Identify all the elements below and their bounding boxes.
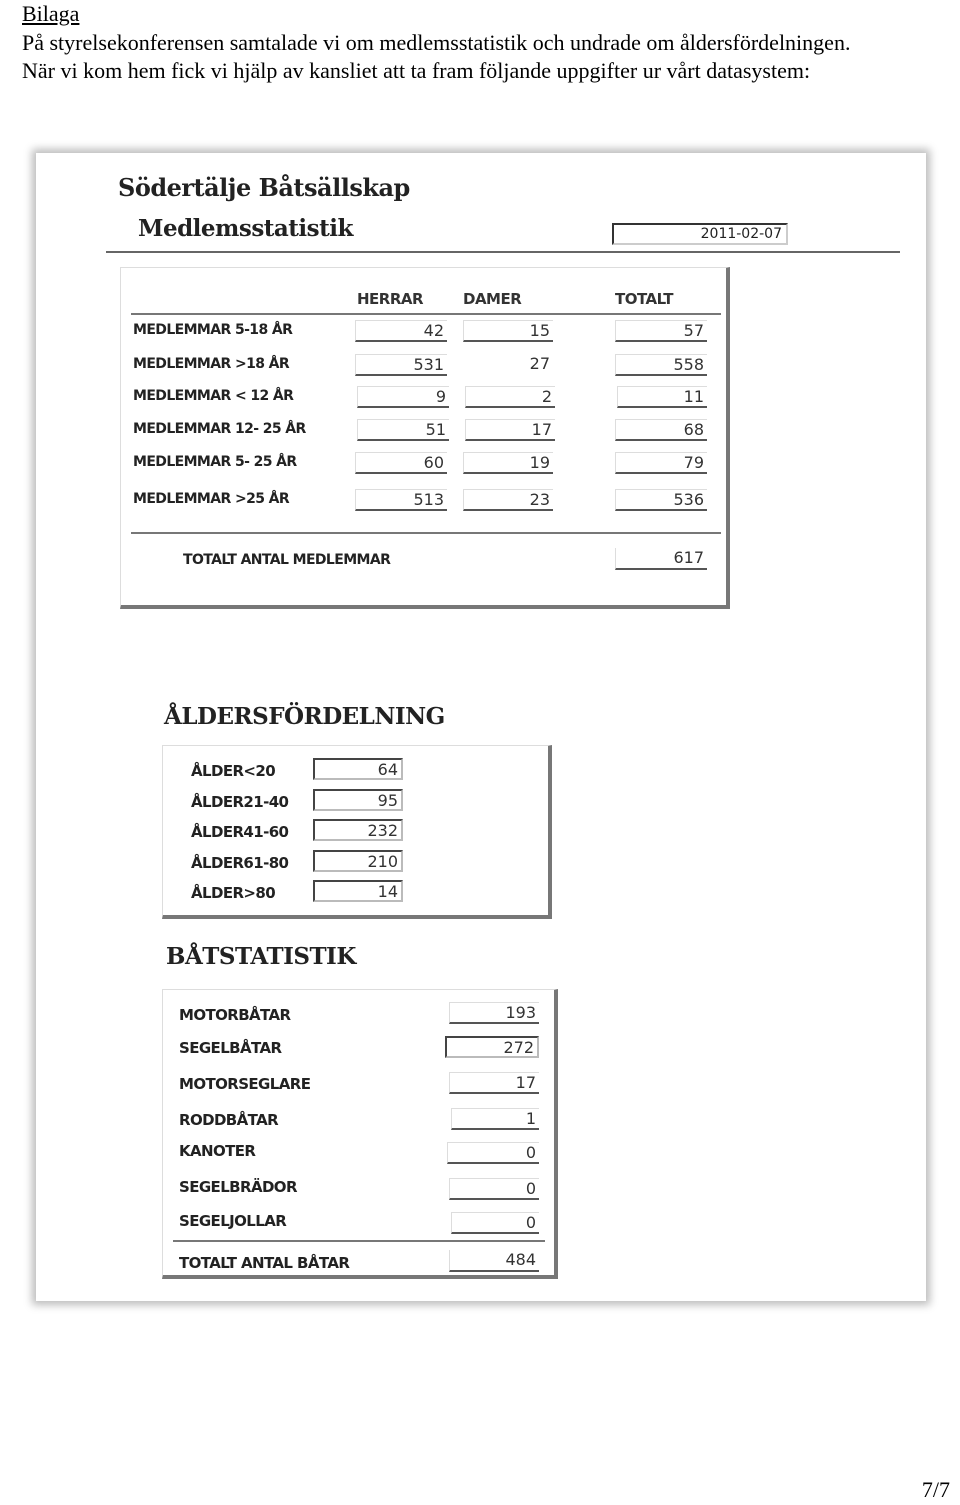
boat-value: 193: [449, 1002, 539, 1024]
members-panel: [120, 267, 730, 609]
age-value: 232: [313, 819, 403, 841]
age-value: 95: [313, 789, 403, 811]
header-divider: [131, 313, 721, 315]
total-members-value: 617: [615, 548, 707, 570]
total-boats-label: TOTALT ANTAL BÅTAR: [179, 1254, 350, 1272]
age-label: ÅLDER21-40: [191, 793, 289, 811]
total-members-label: TOTALT ANTAL MEDLEMMAR: [183, 552, 391, 568]
herrar-value: 9: [357, 386, 449, 408]
herrar-value: 51: [357, 419, 449, 441]
intro-line-2: När vi kom hem fick vi hjälp av kansliet att ta fram följande uppgifter ur vårt datasystem:: [22, 58, 811, 83]
age-value: 64: [313, 758, 403, 780]
age-panel: [162, 745, 552, 919]
row-label: MEDLEMMAR 5-18 ÅR: [133, 322, 293, 338]
row-label: MEDLEMMAR >18 ÅR: [133, 356, 290, 372]
damer-value: 19: [463, 452, 553, 474]
boat-total-divider: [173, 1240, 545, 1242]
boat-value: 17: [449, 1072, 539, 1094]
boat-section-title: BÅTSTATISTIK: [166, 943, 356, 970]
boat-value: 272: [445, 1036, 539, 1058]
damer-value: 2: [465, 386, 555, 408]
report-date: 2011-02-07: [612, 223, 788, 245]
boat-label: SEGELBÅTAR: [179, 1039, 282, 1057]
row-label: MEDLEMMAR >25 ÅR: [133, 491, 290, 507]
org-name: Södertälje Båtsällskap: [118, 173, 410, 202]
boat-label: KANOTER: [179, 1142, 256, 1160]
page-number: 7/7: [921, 1477, 950, 1502]
age-label: ÅLDER>80: [191, 884, 276, 902]
damer-value: 17: [465, 419, 555, 441]
damer-value: 15: [463, 320, 553, 342]
age-label: ÅLDER61-80: [191, 854, 289, 872]
boat-value: 0: [451, 1212, 539, 1234]
damer-value: 27: [529, 354, 550, 373]
row-label: MEDLEMMAR 5- 25 ÅR: [133, 454, 297, 470]
totalt-value: 79: [615, 452, 707, 474]
boat-value: 1: [451, 1108, 539, 1130]
herrar-value: 60: [355, 452, 447, 474]
intro-line-1: På styrelsekonferensen samtalade vi om medlemsstatistik och undrade om åldersfördelningen.: [22, 30, 851, 55]
col-head-totalt: TOTALT: [615, 290, 673, 308]
total-divider: [131, 532, 721, 534]
totalt-value: 536: [615, 489, 707, 511]
boat-panel: [162, 989, 558, 1279]
herrar-value: 513: [355, 489, 447, 511]
col-head-herrar: HERRAR: [357, 290, 424, 308]
age-label: ÅLDER<20: [191, 762, 276, 780]
document-heading: Bilaga: [22, 1, 80, 26]
age-label: ÅLDER41-60: [191, 823, 289, 841]
row-label: MEDLEMMAR < 12 ÅR: [133, 388, 294, 404]
row-label: MEDLEMMAR 12- 25 ÅR: [133, 421, 306, 437]
title-divider: [106, 251, 900, 253]
col-head-damer: DAMER: [463, 290, 522, 308]
boat-value: 0: [449, 1178, 539, 1200]
herrar-value: 42: [355, 320, 447, 342]
totalt-value: 11: [617, 386, 707, 408]
age-section-title: ÅLDERSFÖRDELNING: [164, 703, 445, 730]
age-value: 14: [313, 880, 403, 902]
boat-label: SEGELBRÄDOR: [179, 1178, 297, 1196]
boat-label: MOTORSEGLARE: [179, 1075, 311, 1093]
report-subtitle: Medlemsstatistik: [138, 215, 353, 242]
boat-label: RODDBÅTAR: [179, 1111, 279, 1129]
totalt-value: 558: [615, 354, 707, 376]
totalt-value: 68: [615, 419, 707, 441]
boat-value: 0: [447, 1142, 539, 1164]
report-image: [36, 153, 926, 1301]
damer-value: 23: [463, 489, 553, 511]
boat-label: MOTORBÅTAR: [179, 1006, 291, 1024]
boat-label: SEGELJOLLAR: [179, 1212, 287, 1230]
totalt-value: 57: [615, 320, 707, 342]
total-boats-value: 484: [449, 1250, 539, 1272]
age-value: 210: [313, 850, 403, 872]
herrar-value: 531: [355, 354, 447, 376]
